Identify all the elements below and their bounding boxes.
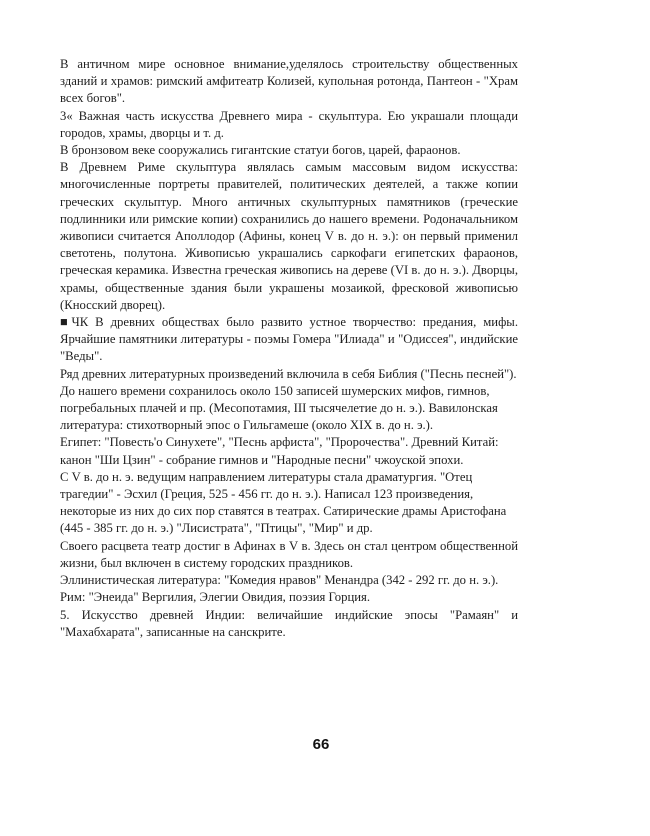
paragraph-bible: Ряд древних литературных произведений включила в себя Библия ("Песнь песней").	[60, 366, 517, 381]
paragraph-theatre-athens: Своего расцвета театр достиг в Афинах в V в. Здесь он стал центром общественной жизни, был включен в систему городских праздников.	[60, 538, 518, 570]
paragraph-india: 5. Искусство древней Индии: величайшие индийские эпосы "Рамаян" и "Махабхарата", записанные на санскрите.	[60, 607, 518, 639]
paragraph-egypt-china: Египет: "Повесть'о Синухете", "Песнь арфиста", "Пророчества". Древний Китай: канон "Ши Цзин" - собрание гимнов и "Народные песни" чжоуской эпохи.	[60, 435, 499, 467]
body-text	[60, 56, 518, 641]
paragraph-bronze-age: В бронзовом веке сооружались гигантские статуи богов, царей, фараонов.	[60, 143, 461, 158]
paragraph-sumerian-literature: До нашего времени сохранилось около 150 записей шумерских мифов, гимнов, погребальных плачей и пр. (Месопотамия, III тысячелетие до н. э.). Вавилонская литература: стихотворный эпос о Гильгамеше (около XIX в. до н. э.).	[60, 383, 498, 433]
page-number: 66	[312, 736, 330, 753]
paragraph-sculpture-intro: 3« Важная часть искусства Древнего мира - скульптура. Ею украшали площади городов, храмы, дворцы и т. д.	[60, 108, 518, 140]
paragraph-drama: С V в. до н. э. ведущим направлением литературы стала драматургия. "Отец трагедии" - Эсхил (Греция, 525 - 456 гг. до н. э.). Написал 123 произведения, некоторые из них до сих пор ставятся в театрах. Сатирические драмы Аристофана (445 - 385 гг. до н. э.) "Лисистрата", "Птицы", "Мир" и др.	[60, 469, 507, 536]
paragraph-oral-tradition: ■ЧК В древних обществах было развито устное творчество: предания, мифы. Ярчайшие памятники литературы - поэмы Гомера "Илиада" и "Одиссея", индийские "Веды".	[60, 315, 518, 364]
paragraph-rome-painting: В Древнем Риме скульптура являлась самым массовым видом искусства: многочисленные портреты правителей, политических деятелей, а также копии греческих скульптур. Много античных скульптурных памятников (греческие подлинники или римские копии) сохранились до нашего времени. Родоначальником живописи считается Аполлодор (Афины, конец V в. до н. э.): он первый применил светотень, полутона. Живописью украшались саркофаги египетских фараонов, греческая керамика. Известна греческая живопись на дереве (VI в. до н. э.). Дворцы, храмы, общественные здания были украшены мозаикой, фресковой живописью (Кносский дворец).	[60, 160, 518, 312]
paragraph-architecture: В античном мире основное внимание,уделялось строительству общественных зданий и храмов: римский амфитеатр Колизей, купольная ротонда, Пантеон - "Храм всех богов".	[60, 57, 518, 106]
paragraph-hellenistic-rome: Эллинистическая литература: "Комедия нравов" Менандра (342 - 292 гг. до н. э.). Рим: "Энеида" Вергилия, Элегии Овидия, поэзия Горция.	[60, 573, 499, 605]
